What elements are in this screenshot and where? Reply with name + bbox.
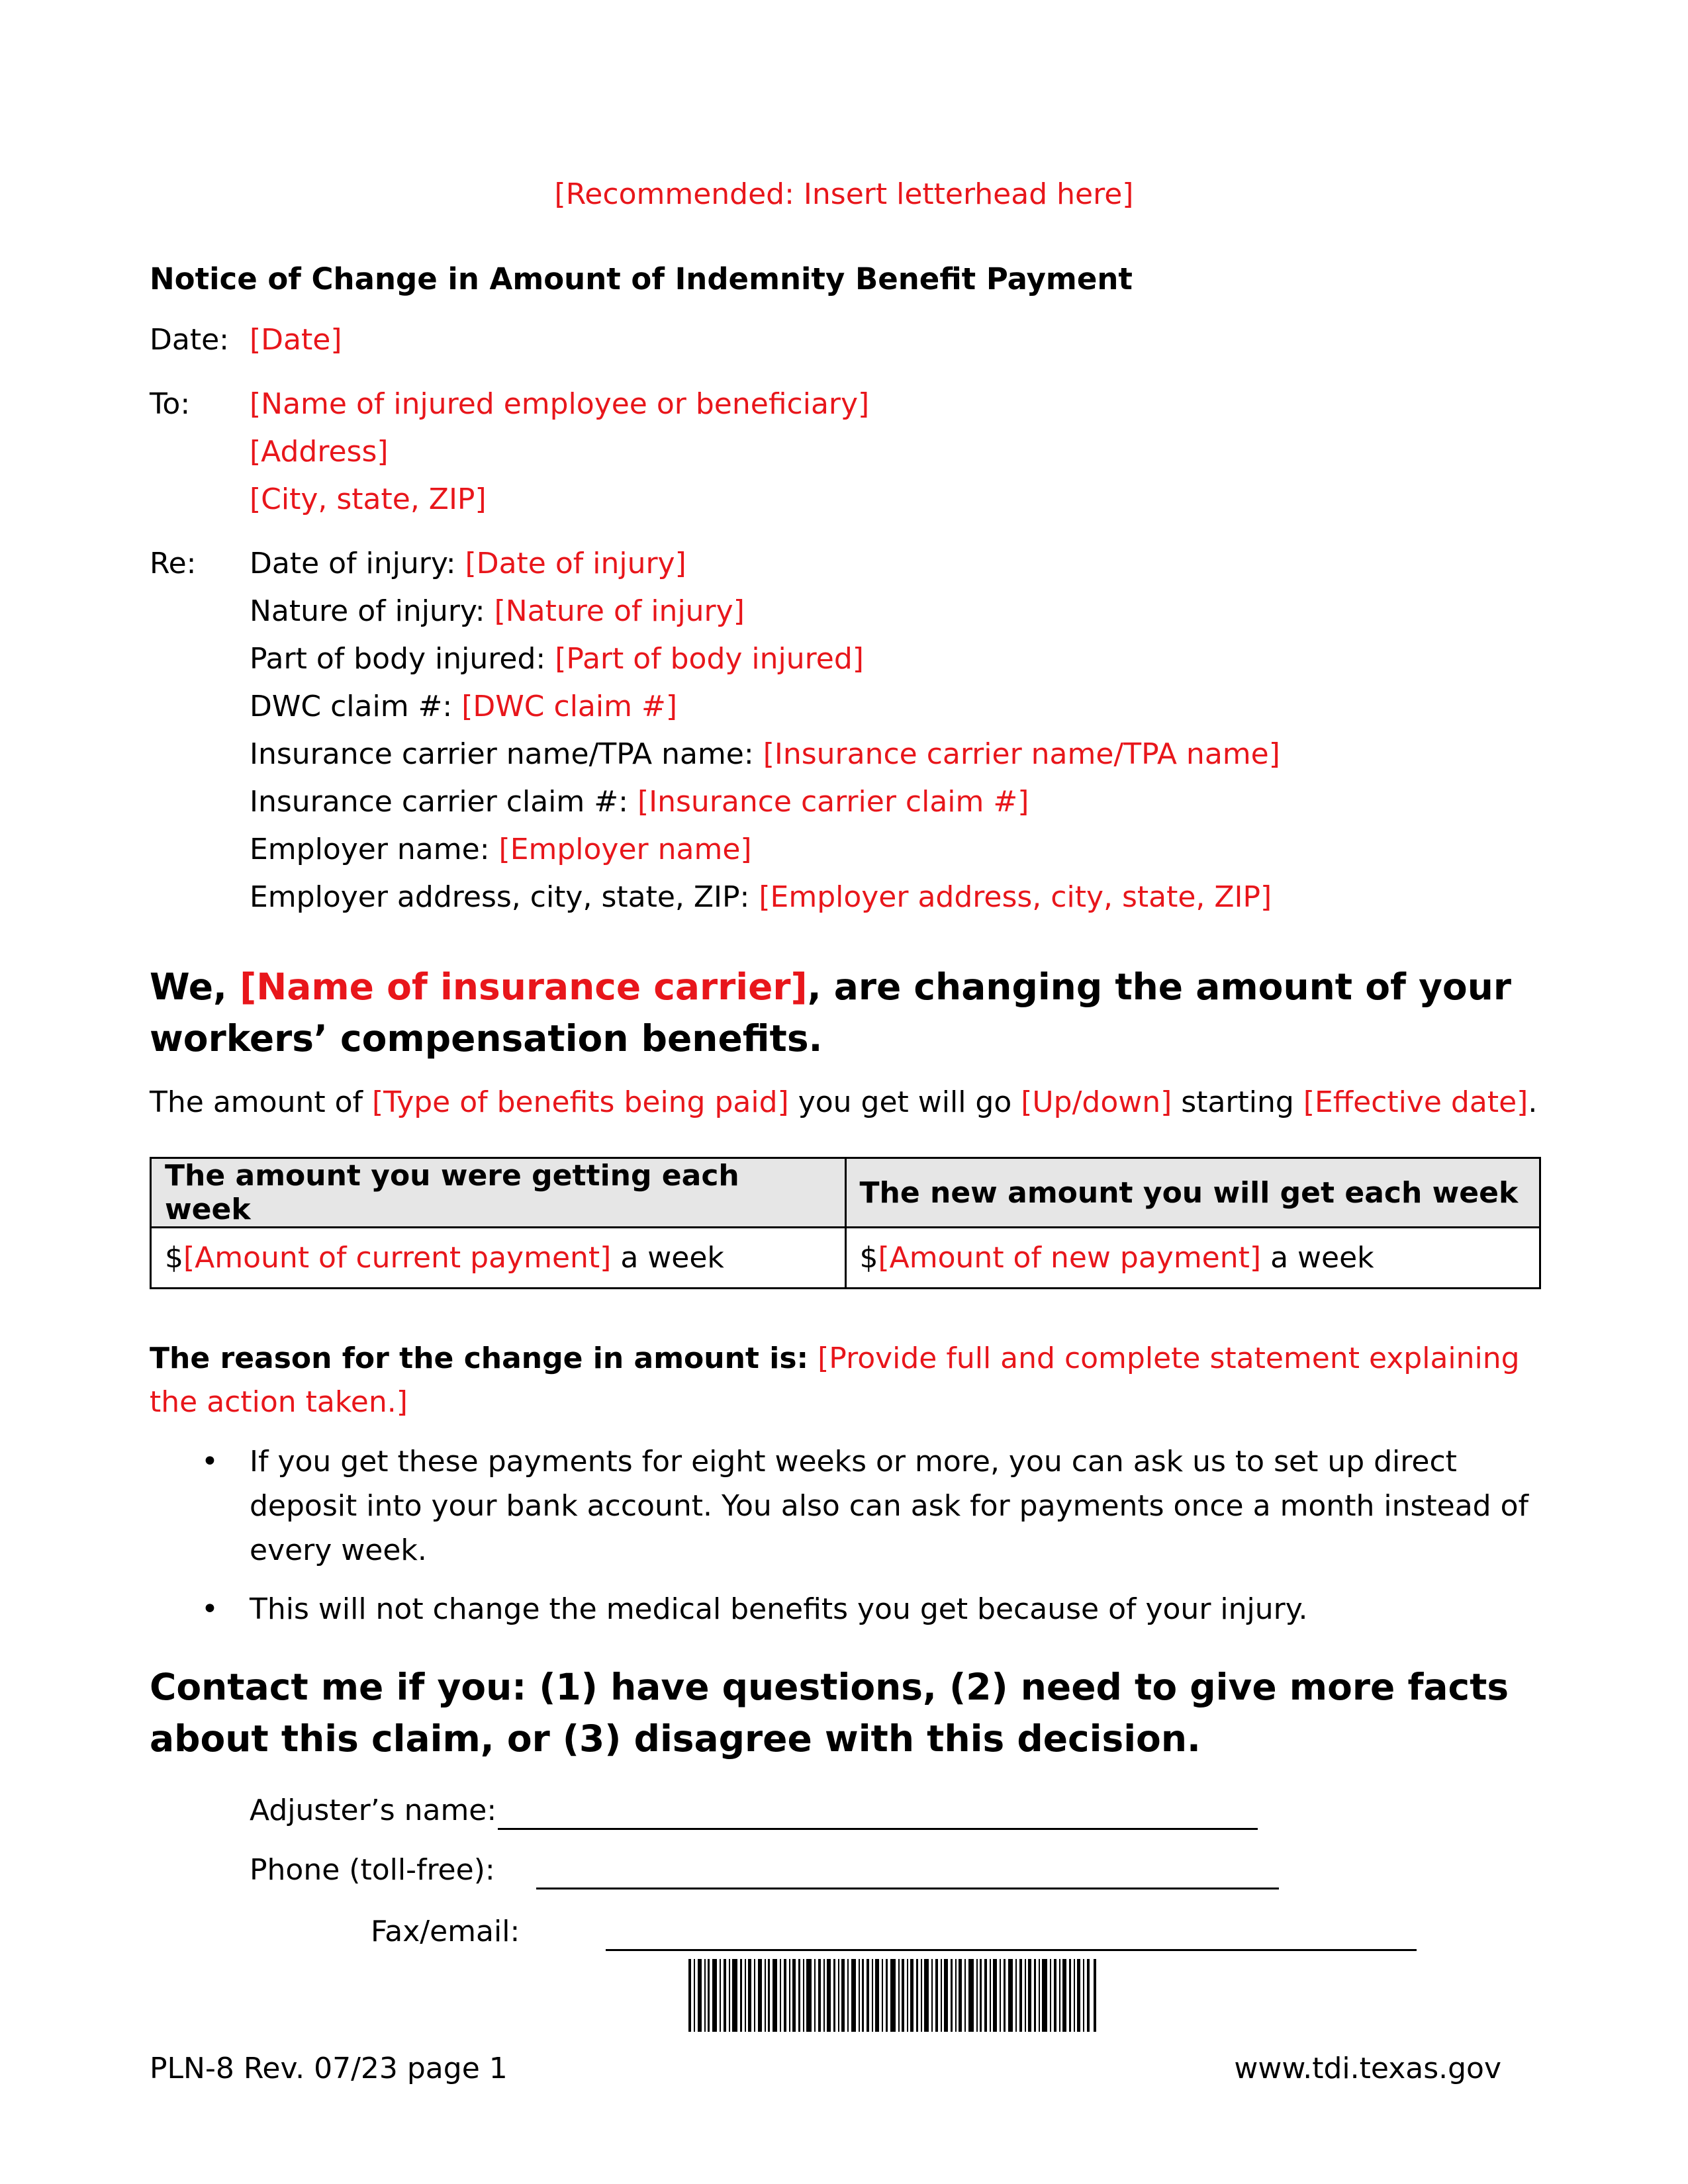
re-nature-of-injury: Nature of injury: [Nature of injury] xyxy=(250,594,745,628)
list-item: • If you get these payments for eight weeks or more, you can ask us to set up direct deposit into your bank account. You also can ask for payments once a month instead of every week. xyxy=(150,1439,1553,1572)
re-employer-name: Employer name: [Employer name] xyxy=(250,833,752,866)
reason-value: [Provide full and complete statement explaining the action taken.] xyxy=(150,1342,1520,1419)
amount-sentence: The amount of [Type of benefits being paid] you get will go [Up/down] starting [Effective date]. xyxy=(150,1085,1538,1119)
header-new-amount: The new amount you will get each week xyxy=(845,1158,1540,1228)
website-link[interactable]: www.tdi.texas.gov xyxy=(1234,2052,1501,2085)
fax-email-label: Fax/email: xyxy=(371,1915,520,1948)
to-city-state-zip: [City, state, ZIP] xyxy=(250,482,487,516)
re-carrier-claim: Insurance carrier claim #: [Insurance carrier claim #] xyxy=(250,785,1029,819)
reason-label: The reason for the change in amount is: xyxy=(150,1342,809,1375)
re-carrier-name: Insurance carrier name/TPA name: [Insurance carrier name/TPA name] xyxy=(250,737,1280,771)
re-part-of-body: Part of body injured: [Part of body injured] xyxy=(250,642,864,676)
phone-label: Phone (toll-free): xyxy=(250,1853,495,1887)
form-id: PLN-8 Rev. 07/23 page 1 xyxy=(150,2052,508,2085)
table-header-row xyxy=(151,1158,1540,1228)
re-label: Re: xyxy=(150,547,197,580)
contact-heading: Contact me if you: (1) have questions, (2) need to give more facts about this claim, or (3) disagree with this decision. xyxy=(150,1666,1509,1760)
letterhead-placeholder: [Recommended: Insert letterhead here] xyxy=(554,177,1134,211)
cell-current-amount: $[Amount of current payment] a week xyxy=(151,1228,846,1289)
header-current-amount: The amount you were getting each week xyxy=(151,1158,846,1228)
to-name: [Name of injured employee or beneficiary] xyxy=(250,387,870,421)
amount-table xyxy=(150,1157,1541,1289)
adjuster-name-label: Adjuster’s name: xyxy=(250,1794,497,1827)
re-employer-address: Employer address, city, state, ZIP: [Employer address, city, state, ZIP] xyxy=(250,880,1272,914)
re-date-of-injury: Date of injury: [Date of injury] xyxy=(250,547,686,580)
list-item: • This will not change the medical benefits you get because of your injury. xyxy=(150,1587,1553,1631)
bullet-icon: • xyxy=(201,1592,218,1626)
re-dwc-claim: DWC claim #: [DWC claim #] xyxy=(250,690,677,723)
adjuster-name-field[interactable] xyxy=(498,1828,1258,1830)
phone-field[interactable] xyxy=(536,1888,1279,1889)
reason-statement xyxy=(150,1337,1553,1424)
to-label: To: xyxy=(150,387,191,421)
date-value: [Date] xyxy=(250,323,342,357)
to-address: [Address] xyxy=(250,435,389,469)
change-heading: We, [Name of insurance carrier], are changing the amount of your workers’ compensation benefits. xyxy=(150,966,1511,1060)
barcode-image xyxy=(688,1959,1099,2032)
page-title: Notice of Change in Amount of Indemnity Benefit Payment xyxy=(150,261,1133,296)
bullet-icon: • xyxy=(201,1445,218,1479)
cell-new-amount: $[Amount of new payment] a week xyxy=(845,1228,1540,1289)
info-bullet-list xyxy=(150,1439,1553,1646)
fax-email-field[interactable] xyxy=(606,1949,1417,1951)
table-row xyxy=(151,1228,1540,1289)
date-label: Date: xyxy=(150,323,229,357)
